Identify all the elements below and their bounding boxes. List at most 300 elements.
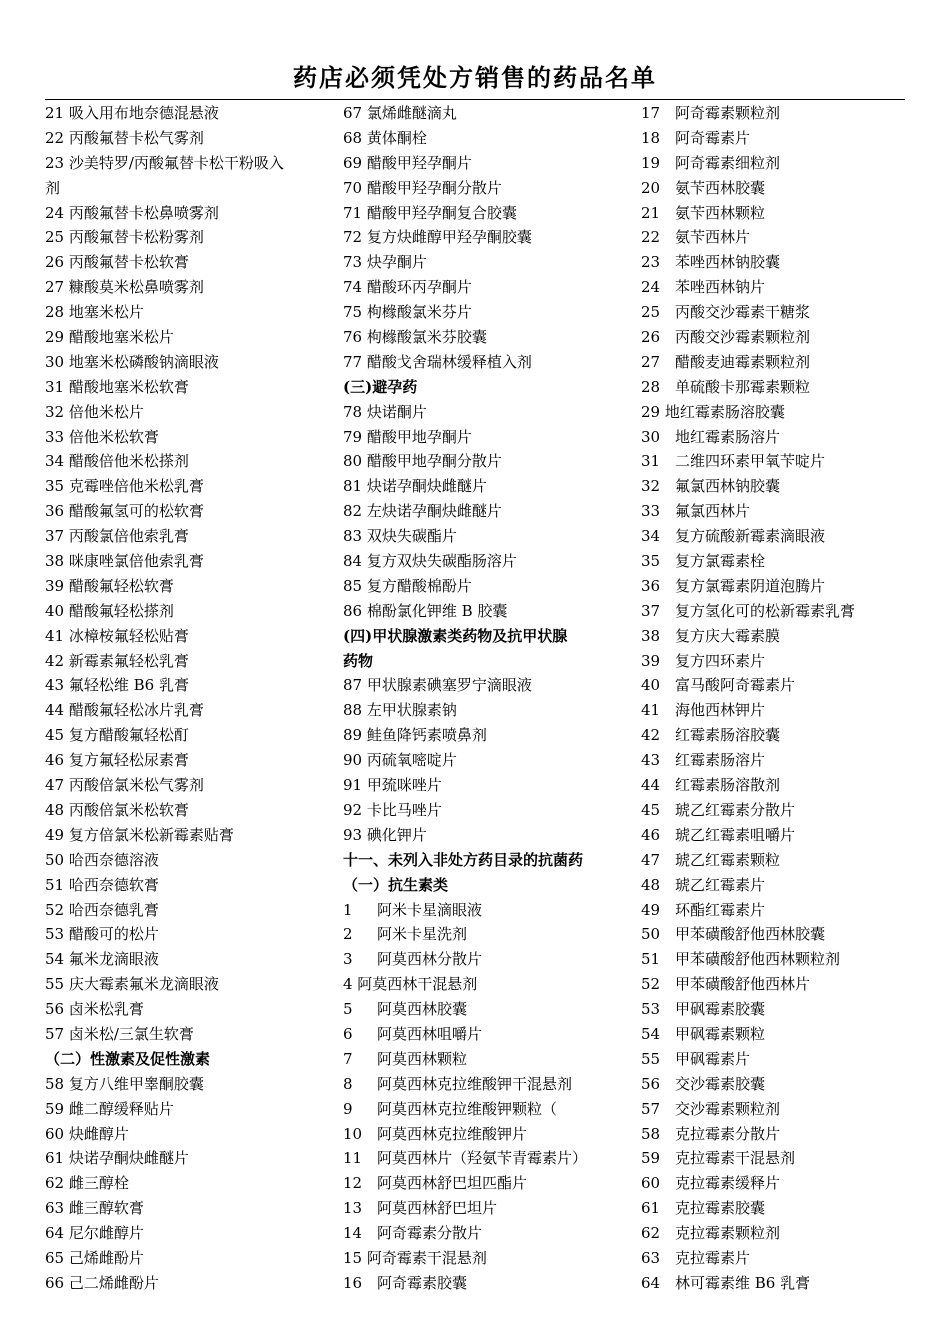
- item-text: 阿莫西林克拉维酸钾颗粒（: [377, 1099, 558, 1118]
- item-text: 红霉素肠溶片: [675, 751, 766, 770]
- list-item: [45, 673, 335, 698]
- list-item: [45, 798, 335, 823]
- item-number: 58: [641, 1124, 661, 1143]
- item-text: 76 枸橼酸氯米芬胶囊: [343, 328, 487, 347]
- list-item: [641, 1072, 909, 1097]
- list-item: [45, 151, 335, 176]
- item-text: 23 沙美特罗/丙酸氟替卡松干粉吸入: [45, 153, 284, 172]
- list-item: [641, 748, 909, 773]
- list-item: [641, 848, 909, 873]
- item-text: 红霉素肠溶散剂: [675, 776, 781, 795]
- list-item: [641, 1047, 909, 1072]
- list-item: [45, 848, 335, 873]
- item-text: 35 克霉唑倍他米松乳膏: [45, 477, 204, 496]
- list-item: [343, 698, 633, 723]
- item-text: 剂: [45, 178, 61, 197]
- item-text: 氨苄西林胶囊: [675, 178, 766, 197]
- item-text: 复方氯霉素阴道泡腾片: [675, 576, 826, 595]
- item-text: 90 丙硫氧嘧啶片: [343, 751, 457, 770]
- list-item: [641, 201, 909, 226]
- item-text: 32 倍他米松片: [45, 402, 144, 421]
- list-item: [45, 1097, 335, 1122]
- item-text: 44 醋酸氟轻松冰片乳膏: [45, 701, 204, 720]
- list-item: [641, 698, 909, 723]
- item-number: 8: [343, 1074, 353, 1093]
- list-item: [45, 1221, 335, 1246]
- item-text: 62 雌三醇栓: [45, 1174, 129, 1193]
- list-item: [45, 1271, 335, 1296]
- list-item: [343, 1196, 633, 1221]
- list-item: [641, 773, 909, 798]
- item-number: 20: [641, 178, 661, 197]
- item-text: 二维四环素甲氧苄啶片: [675, 452, 826, 471]
- item-text: 46 复方氟轻松尿素膏: [45, 751, 189, 770]
- item-number: 63: [641, 1248, 661, 1267]
- item-number: 16: [343, 1273, 363, 1292]
- item-number: 48: [641, 875, 661, 894]
- list-item: [45, 649, 335, 674]
- item-text: 68 黄体酮栓: [343, 128, 427, 147]
- list-item: [45, 499, 335, 524]
- item-text: 56 卤米松乳膏: [45, 1000, 144, 1019]
- list-item: [343, 225, 633, 250]
- list-item: [343, 947, 633, 972]
- item-text: 阿奇霉素分散片: [377, 1224, 483, 1243]
- list-item: [343, 325, 633, 350]
- item-text: 31 醋酸地塞米松软膏: [45, 377, 189, 396]
- item-text: 43 氟轻松维 B6 乳膏: [45, 676, 189, 695]
- list-item: [45, 549, 335, 574]
- list-item: [343, 1022, 633, 1047]
- list-item: [45, 176, 335, 201]
- list-item: [45, 425, 335, 450]
- item-text: 阿奇霉素胶囊: [377, 1273, 468, 1292]
- list-item: [641, 126, 909, 151]
- item-text: 丙酸交沙霉素干糖浆: [675, 303, 811, 322]
- list-item: [343, 922, 633, 947]
- item-text: 氟氯西林片: [675, 502, 751, 521]
- item-text: 克拉霉素片: [675, 1248, 751, 1267]
- item-text: 阿奇霉素颗粒剂: [675, 104, 781, 122]
- item-number: 50: [641, 925, 661, 944]
- item-text: 87 甲状腺素碘塞罗宁滴眼液: [343, 676, 532, 695]
- item-text: 阿米卡星洗剂: [377, 925, 468, 944]
- list-item: [343, 1122, 633, 1147]
- item-text: 73 炔孕酮片: [343, 253, 427, 272]
- item-text: 40 醋酸氟轻松搽剂: [45, 601, 174, 620]
- list-item: [45, 524, 335, 549]
- item-text: 55 庆大霉素氟米龙滴眼液: [45, 975, 219, 994]
- list-item: [45, 1196, 335, 1221]
- item-text: 28 地塞米松片: [45, 303, 144, 322]
- item-text: 克拉霉素胶囊: [675, 1199, 766, 1218]
- list-item: [343, 549, 633, 574]
- list-item: [45, 101, 335, 126]
- item-text: 41 冰樟桉氟轻松贴膏: [45, 626, 189, 645]
- list-item: [641, 425, 909, 450]
- list-item: [45, 1122, 335, 1147]
- list-item: [343, 823, 633, 848]
- list-item: [45, 997, 335, 1022]
- list-item: [641, 997, 909, 1022]
- item-text: 富马酸阿奇霉素片: [675, 676, 796, 695]
- list-item: [45, 773, 335, 798]
- item-number: 28: [641, 377, 661, 396]
- list-item: [343, 275, 633, 300]
- list-item: [641, 176, 909, 201]
- list-item: [45, 449, 335, 474]
- item-text: 丙酸交沙霉素颗粒剂: [675, 328, 811, 347]
- list-item: [641, 300, 909, 325]
- list-item: [343, 250, 633, 275]
- list-item: [641, 101, 909, 126]
- item-number: 56: [641, 1074, 661, 1093]
- item-text: 醋酸麦迪霉素颗粒剂: [675, 352, 811, 371]
- list-item: [641, 1122, 909, 1147]
- item-text: 39 醋酸氟轻松软膏: [45, 576, 174, 595]
- list-item: [641, 947, 909, 972]
- item-text: 22 丙酸氟替卡松气雾剂: [45, 128, 204, 147]
- item-text: 53 醋酸可的松片: [45, 925, 159, 944]
- list-item: [641, 1271, 909, 1296]
- item-text: 59 雌二醇缓释贴片: [45, 1099, 174, 1118]
- item-text: 21 吸入用布地奈德混悬液: [45, 104, 219, 122]
- item-text: 30 地塞米松磷酸钠滴眼液: [45, 352, 219, 371]
- list-item: [45, 250, 335, 275]
- item-text: 84 复方双炔失碳酯肠溶片: [343, 552, 517, 571]
- item-text: 82 左炔诺孕酮炔雌醚片: [343, 502, 502, 521]
- list-item: [641, 723, 909, 748]
- item-text: 阿莫西林片（羟氨苄青霉素片）: [377, 1149, 588, 1168]
- item-number: 26: [641, 328, 661, 347]
- item-text: 阿莫西林舒巴坦片: [377, 1199, 498, 1218]
- list-item: [641, 1146, 909, 1171]
- item-text: 苯唑西林钠胶囊: [675, 253, 781, 272]
- item-text: 氨苄西林颗粒: [675, 203, 766, 222]
- item-number: 21: [641, 203, 661, 222]
- list-item: [45, 972, 335, 997]
- item-text: 51 哈西奈德软膏: [45, 875, 159, 894]
- list-item: [343, 773, 633, 798]
- list-item: [343, 748, 633, 773]
- item-text: 79 醋酸甲地孕酮片: [343, 427, 472, 446]
- item-text: 92 卡比马唑片: [343, 800, 442, 819]
- list-item: [45, 300, 335, 325]
- item-text: 74 醋酸环丙孕酮片: [343, 278, 472, 297]
- item-text: 33 倍他米松软膏: [45, 427, 159, 446]
- item-text: 克拉霉素缓释片: [675, 1174, 781, 1193]
- list-item: [641, 1196, 909, 1221]
- list-item: [45, 1246, 335, 1271]
- item-text: 63 雌三醇软膏: [45, 1199, 144, 1218]
- item-text: 甲砜霉素片: [675, 1049, 751, 1068]
- item-text: 复方庆大霉素膜: [675, 626, 781, 645]
- list-item: [343, 1271, 633, 1296]
- item-text: 15 阿奇霉素干混悬剂: [343, 1248, 487, 1267]
- list-item: [45, 698, 335, 723]
- item-number: 14: [343, 1224, 363, 1243]
- item-text: 十一、未列入非处方药目录的抗菌药: [343, 850, 584, 869]
- item-number: 6: [343, 1024, 353, 1043]
- item-text: 林可霉素维 B6 乳膏: [675, 1273, 811, 1292]
- item-text: 阿莫西林胶囊: [377, 1000, 468, 1019]
- item-text: 57 卤米松/三氯生软膏: [45, 1024, 194, 1043]
- item-number: 44: [641, 776, 661, 795]
- title-underline: [45, 99, 905, 100]
- item-number: 42: [641, 726, 661, 745]
- item-text: 67 氯烯雌醚滴丸: [343, 104, 457, 122]
- list-item: [343, 1097, 633, 1122]
- item-number: 7: [343, 1049, 353, 1068]
- list-item: [45, 400, 335, 425]
- list-item: [343, 1146, 633, 1171]
- item-text: 琥乙红霉素片: [675, 875, 766, 894]
- list-item: [45, 1022, 335, 1047]
- list-item: [343, 1221, 633, 1246]
- item-number: 54: [641, 1024, 661, 1043]
- list-item: [641, 1246, 909, 1271]
- item-number: 39: [641, 651, 661, 670]
- list-item: [343, 201, 633, 226]
- item-number: 55: [641, 1049, 661, 1068]
- item-number: 51: [641, 950, 661, 969]
- item-number: 36: [641, 576, 661, 595]
- list-item: [45, 1146, 335, 1171]
- list-item: [641, 499, 909, 524]
- item-text: 琥乙红霉素分散片: [675, 800, 796, 819]
- list-item: [343, 300, 633, 325]
- list-item: [343, 673, 633, 698]
- item-text: 环酯红霉素片: [675, 900, 766, 919]
- list-item: [45, 325, 335, 350]
- item-text: 36 醋酸氟氢可的松软膏: [45, 502, 204, 521]
- list-item: [45, 748, 335, 773]
- item-text: 75 枸橼酸氯米芬片: [343, 303, 472, 322]
- item-text: 47 丙酸倍氯米松气雾剂: [45, 776, 204, 795]
- list-item: [45, 624, 335, 649]
- item-number: 5: [343, 1000, 353, 1019]
- item-number: 30: [641, 427, 661, 446]
- section-heading: [343, 848, 633, 873]
- list-item: [45, 126, 335, 151]
- item-number: 31: [641, 452, 661, 471]
- item-number: 25: [641, 303, 661, 322]
- item-text: 29 地红霉素肠溶胶囊: [641, 402, 785, 421]
- item-text: 38 咪康唑氯倍他索乳膏: [45, 552, 204, 571]
- item-text: (四)甲状腺激素类药物及抗甲状腺: [343, 626, 568, 645]
- item-text: 26 丙酸氟替卡松软膏: [45, 253, 189, 272]
- item-text: 复方氢化可的松新霉素乳膏: [675, 601, 856, 620]
- item-text: 交沙霉素胶囊: [675, 1074, 766, 1093]
- list-item: [641, 972, 909, 997]
- item-text: 4 阿莫西林干混悬剂: [343, 975, 478, 994]
- list-item: [45, 350, 335, 375]
- item-text: 65 己烯雌酚片: [45, 1248, 144, 1267]
- item-text: 52 哈西奈德乳膏: [45, 900, 159, 919]
- item-text: 86 棉酚氯化钾维 B 胶囊: [343, 601, 508, 620]
- item-text: 34 醋酸倍他米松搽剂: [45, 452, 189, 471]
- item-text: 66 己二烯雌酚片: [45, 1273, 159, 1292]
- list-item: [641, 151, 909, 176]
- item-number: 13: [343, 1199, 363, 1218]
- item-text: 琥乙红霉素颗粒: [675, 850, 781, 869]
- list-item: [343, 574, 633, 599]
- item-text: 阿奇霉素片: [675, 128, 751, 147]
- item-text: 70 醋酸甲羟孕酮分散片: [343, 178, 502, 197]
- list-item: [343, 898, 633, 923]
- item-text: 阿奇霉素细粒剂: [675, 153, 781, 172]
- list-item: [343, 723, 633, 748]
- item-text: 77 醋酸戈舍瑞林缓释植入剂: [343, 352, 532, 371]
- item-text: 45 复方醋酸氟轻松酊: [45, 726, 189, 745]
- list-column-2: [343, 101, 633, 1296]
- list-item: [641, 549, 909, 574]
- item-number: 61: [641, 1199, 661, 1218]
- item-text: 71 醋酸甲羟孕酮复合胶囊: [343, 203, 517, 222]
- list-item: [641, 250, 909, 275]
- list-item: [343, 101, 633, 126]
- list-item: [343, 599, 633, 624]
- list-item: [641, 225, 909, 250]
- item-text: 50 哈西奈德溶液: [45, 850, 159, 869]
- list-item: [343, 400, 633, 425]
- list-item: [641, 574, 909, 599]
- item-number: 1: [343, 900, 353, 919]
- item-number: 27: [641, 352, 661, 371]
- item-number: 49: [641, 900, 661, 919]
- list-item: [45, 1171, 335, 1196]
- item-number: 10: [343, 1124, 363, 1143]
- list-item: [343, 176, 633, 201]
- item-number: 35: [641, 552, 661, 571]
- item-number: 23: [641, 253, 661, 272]
- item-number: 59: [641, 1149, 661, 1168]
- list-item: [343, 449, 633, 474]
- page-title: 药店必须凭处方销售的药品名单: [293, 63, 657, 92]
- item-number: 34: [641, 527, 661, 546]
- list-item: [641, 325, 909, 350]
- list-item: [45, 474, 335, 499]
- list-item: [641, 873, 909, 898]
- item-text: 72 复方炔雌醇甲羟孕酮胶囊: [343, 228, 532, 247]
- list-item: [343, 798, 633, 823]
- list-item: [641, 624, 909, 649]
- item-text: 阿莫西林克拉维酸钾片: [377, 1124, 528, 1143]
- item-number: 52: [641, 975, 661, 994]
- list-item: [641, 1097, 909, 1122]
- item-number: 64: [641, 1273, 661, 1292]
- item-number: 22: [641, 228, 661, 247]
- item-text: 药物: [343, 651, 374, 670]
- item-text: 阿莫西林分散片: [377, 950, 483, 969]
- item-text: （二）性激素及促性激素: [45, 1049, 211, 1068]
- item-text: 琥乙红霉素咀嚼片: [675, 825, 796, 844]
- item-text: 红霉素肠溶胶囊: [675, 726, 781, 745]
- item-text: 克拉霉素颗粒剂: [675, 1224, 781, 1243]
- item-text: 42 新霉素氟轻松乳膏: [45, 651, 189, 670]
- item-text: 78 炔诺酮片: [343, 402, 427, 421]
- list-item: [45, 275, 335, 300]
- item-number: 32: [641, 477, 661, 496]
- list-item: [45, 898, 335, 923]
- item-text: 甲苯磺酸舒他西林片: [675, 975, 811, 994]
- item-number: 19: [641, 153, 661, 172]
- list-item: [45, 922, 335, 947]
- item-number: 41: [641, 701, 661, 720]
- list-item: [343, 350, 633, 375]
- list-item: [343, 151, 633, 176]
- section-heading: [343, 873, 633, 898]
- item-number: 37: [641, 601, 661, 620]
- item-number: 3: [343, 950, 353, 969]
- list-item: [343, 425, 633, 450]
- list-item: [45, 823, 335, 848]
- item-number: 45: [641, 800, 661, 819]
- item-text: 64 尼尔雌醇片: [45, 1224, 144, 1243]
- list-item: [45, 723, 335, 748]
- item-text: 37 丙酸氯倍他索乳膏: [45, 527, 189, 546]
- section-heading: [343, 624, 633, 649]
- list-item: [641, 673, 909, 698]
- item-text: 60 炔雌醇片: [45, 1124, 129, 1143]
- item-number: 57: [641, 1099, 661, 1118]
- item-number: 2: [343, 925, 353, 944]
- item-number: 18: [641, 128, 661, 147]
- list-item: [641, 823, 909, 848]
- item-text: 24 丙酸氟替卡松鼻喷雾剂: [45, 203, 219, 222]
- item-number: 40: [641, 676, 661, 695]
- list-item: [641, 1171, 909, 1196]
- item-text: 29 醋酸地塞米松片: [45, 328, 174, 347]
- list-item: [343, 1171, 633, 1196]
- item-number: 17: [641, 104, 661, 122]
- item-text: 复方硫酸新霉素滴眼液: [675, 527, 826, 546]
- item-text: 甲砜霉素胶囊: [675, 1000, 766, 1019]
- item-number: 9: [343, 1099, 353, 1118]
- item-text: 克拉霉素干混悬剂: [675, 1149, 796, 1168]
- list-item: [45, 225, 335, 250]
- item-number: 43: [641, 751, 661, 770]
- item-text: 阿米卡星滴眼液: [377, 900, 483, 919]
- item-number: 11: [343, 1149, 363, 1168]
- list-item: [343, 972, 633, 997]
- item-number: 62: [641, 1224, 661, 1243]
- list-item: [45, 574, 335, 599]
- item-text: 阿莫西林颗粒: [377, 1049, 468, 1068]
- item-text: 61 炔诺孕酮炔雌醚片: [45, 1149, 189, 1168]
- list-item: [641, 275, 909, 300]
- list-item: [343, 1047, 633, 1072]
- list-item: [641, 350, 909, 375]
- item-text: 甲苯磺酸舒他西林颗粒剂: [675, 950, 841, 969]
- item-text: 25 丙酸氟替卡松粉雾剂: [45, 228, 204, 247]
- list-item: [343, 1246, 633, 1271]
- item-number: 60: [641, 1174, 661, 1193]
- list-item: [343, 1072, 633, 1097]
- list-item: [343, 126, 633, 151]
- list-column-1: [45, 101, 335, 1296]
- item-text: 阿莫西林咀嚼片: [377, 1024, 483, 1043]
- list-item: [641, 474, 909, 499]
- item-text: 克拉霉素分散片: [675, 1124, 781, 1143]
- item-text: 88 左甲状腺素钠: [343, 701, 457, 720]
- list-item: [641, 599, 909, 624]
- item-text: （一）抗生素类: [343, 875, 449, 894]
- list-item: [343, 997, 633, 1022]
- list-item: [641, 1022, 909, 1047]
- list-item: [343, 499, 633, 524]
- item-text: 83 双炔失碳酯片: [343, 527, 457, 546]
